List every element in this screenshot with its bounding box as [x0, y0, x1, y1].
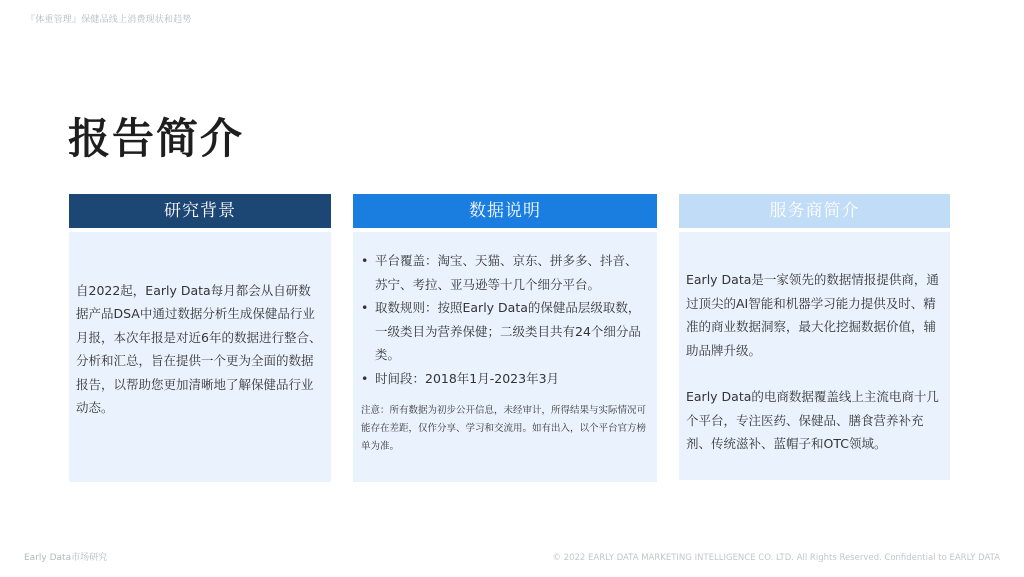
provider-coverage-paragraph: Early Data的电商数据覆盖线上主流电商十几个平台，专注医药、保健品、膳食营养补充剂、传统滋补、蓝帽子和OTC领域。 [686, 389, 939, 451]
provider-intro-paragraph: Early Data是一家领先的数据情报提供商，通过顶尖的AI智能和机器学习能力提供及时、精准的商业数据洞察，最大化挖掘数据价值，辅助品牌升级。 [686, 272, 939, 358]
page-title: 报告简介 [68, 114, 245, 163]
research-background-text: 自2022起，Early Data每月都会从自研数据产品DSA中通过数据分析生成保健品行业月报，本次年报是对近6年的数据进行整合、分析和汇总，旨在提供一个更为全面的数据报告，以帮助您更加清晰地了解保健品行业动态。 [76, 282, 322, 415]
card-header-provider-intro: 服务商简介 [679, 194, 950, 228]
list-item-platform-coverage: • 平台覆盖：淘宝、天猫、京东、拼多多、抖音、苏宁、考拉、亚马逊等十几个细分平台。 [361, 249, 647, 296]
card-body-research-background [69, 232, 331, 482]
list-item-time-period: • 时间段：2018年1月-2023年3月 [361, 367, 647, 391]
card-header-data-description: 数据说明 [353, 194, 657, 228]
card-body-provider-intro [679, 232, 950, 480]
data-description-list [361, 249, 647, 390]
list-item-data-rules: • 取数规则：按照Early Data的保健品层级取数，一级类目为营养保健；二级类目共有24个细分品类。 [361, 296, 647, 367]
footer-brand: Early Data市场研究 [24, 553, 108, 563]
card-research-background [69, 194, 331, 482]
footer-copyright: © 2022 EARLY DATA MARKETING INTELLIGENCE CO. LTD. All Rights Reserved. Confidential to EARLY DATA [552, 553, 1000, 563]
header-caption: 『体重管理』保健品线上消费现状和趋势 [26, 15, 192, 25]
card-provider-intro [679, 194, 950, 480]
card-header-research-background: 研究背景 [69, 194, 331, 228]
card-data-description [353, 194, 657, 482]
card-body-data-description [353, 232, 657, 482]
disclaimer-note: 注意：所有数据为初步公开信息，未经审计，所得结果与实际情况可能存在差距，仅作分享、学习和交流用。如有出入，以个平台官方榜单为准。 [361, 405, 647, 452]
